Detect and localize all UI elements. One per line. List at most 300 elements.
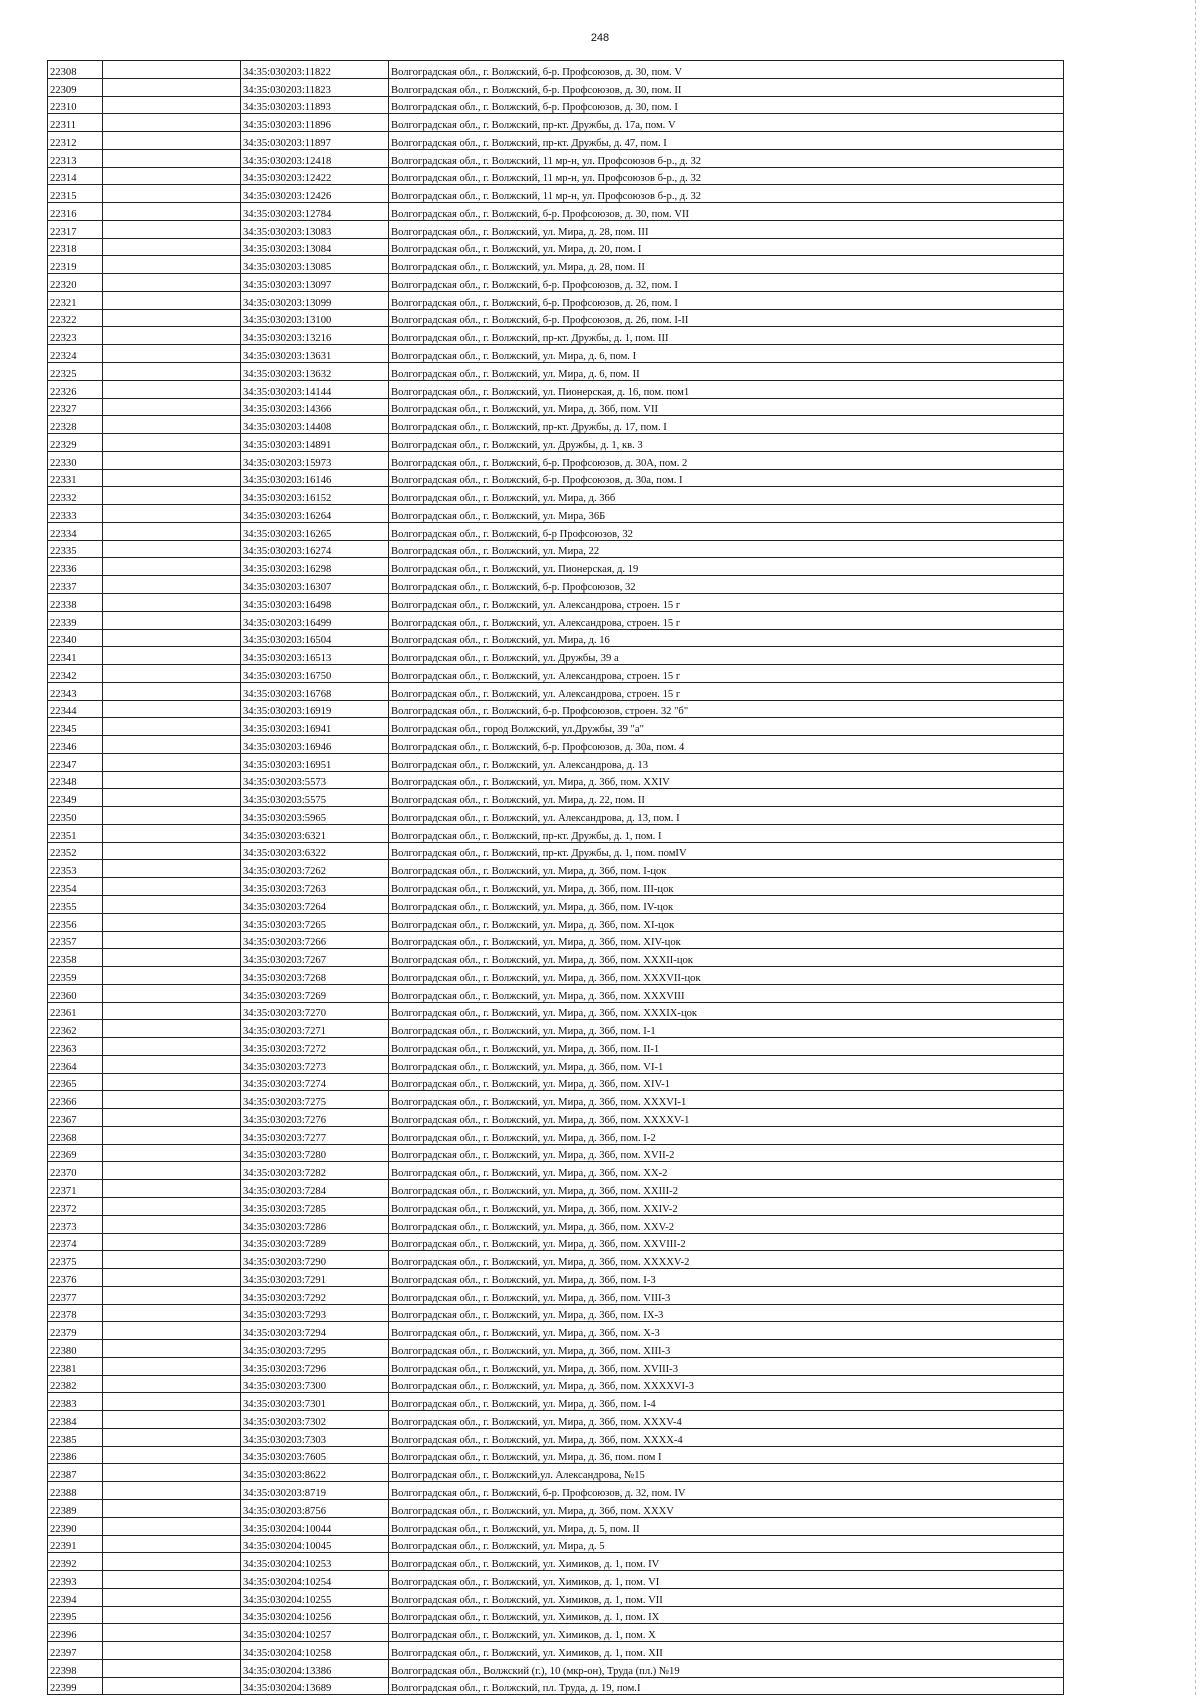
empty-cell <box>103 1677 241 1695</box>
table-row <box>48 895 1064 913</box>
address-cell: Волгоградская обл., г. Волжский, б-р. Профсоюзов, строен. 32 "б" <box>389 700 1064 718</box>
row-number-cell: 22329 <box>48 434 103 452</box>
cadastral-number-cell: 34:35:030203:16504 <box>241 629 389 647</box>
cadastral-number-cell: 34:35:030203:7302 <box>241 1411 389 1429</box>
cadastral-number-cell: 34:35:030203:7274 <box>241 1073 389 1091</box>
row-number-cell: 22314 <box>48 167 103 185</box>
empty-cell <box>103 1642 241 1660</box>
table-row <box>48 274 1064 292</box>
row-number-cell: 22325 <box>48 363 103 381</box>
cadastral-number-cell: 34:35:030203:11822 <box>241 61 389 79</box>
empty-cell <box>103 771 241 789</box>
address-cell: Волгоградская обл., г. Волжский, ул. Мира, д. 5 <box>389 1535 1064 1553</box>
address-cell: Волгоградская обл., г. Волжский, ул. Мира, д. 36б, пом. XXXXV-1 <box>389 1109 1064 1127</box>
table-row <box>48 1091 1064 1109</box>
empty-cell <box>103 1198 241 1216</box>
table-row <box>48 984 1064 1002</box>
table-row <box>48 931 1064 949</box>
table-row <box>48 78 1064 96</box>
table-row <box>48 434 1064 452</box>
table-row <box>48 1180 1064 1198</box>
address-cell: Волгоградская обл., г. Волжский, ул. Мира, д. 6, пом. II <box>389 363 1064 381</box>
address-cell: Волгоградская обл., г. Волжский, ул. Мира, д. 36б, пом. IV-цок <box>389 895 1064 913</box>
row-number-cell: 22382 <box>48 1375 103 1393</box>
table-row <box>48 700 1064 718</box>
address-cell: Волгоградская обл., г. Волжский, б-р. Профсоюзов, д. 30а, пом. I <box>389 469 1064 487</box>
empty-cell <box>103 682 241 700</box>
table-row <box>48 736 1064 754</box>
cadastral-number-cell: 34:35:030203:7264 <box>241 895 389 913</box>
address-cell: Волгоградская обл., г. Волжский, ул. Мира, д. 36б, пом. XXXII-цок <box>389 949 1064 967</box>
cadastral-number-cell: 34:35:030204:13689 <box>241 1677 389 1695</box>
cadastral-number-cell: 34:35:030203:12426 <box>241 185 389 203</box>
row-number-cell: 22312 <box>48 132 103 150</box>
table-row <box>48 682 1064 700</box>
empty-cell <box>103 132 241 150</box>
cadastral-number-cell: 34:35:030203:7268 <box>241 967 389 985</box>
empty-cell <box>103 1500 241 1518</box>
address-cell: Волгоградская обл., г. Волжский, б-р. Профсоюзов, д. 26, пом. I-II <box>389 309 1064 327</box>
address-cell: Волгоградская обл., г. Волжский, пр-кт. Дружбы, д. 47, пом. I <box>389 132 1064 150</box>
row-number-cell: 22351 <box>48 824 103 842</box>
address-cell: Волгоградская обл., г. Волжский, ул. Мира, д. 36б, пом. III-цок <box>389 878 1064 896</box>
table-row <box>48 1055 1064 1073</box>
row-number-cell: 22330 <box>48 451 103 469</box>
empty-cell <box>103 611 241 629</box>
address-cell: Волгоградская обл., г. Волжский, 11 мр-н, ул. Профсоюзов б-р., д. 32 <box>389 167 1064 185</box>
table-row <box>48 558 1064 576</box>
row-number-cell: 22347 <box>48 753 103 771</box>
empty-cell <box>103 398 241 416</box>
empty-cell <box>103 1109 241 1127</box>
row-number-cell: 22399 <box>48 1677 103 1695</box>
address-cell: Волгоградская обл., г. Волжский, ул. Мира, д. 36б, пом. XVIII-3 <box>389 1357 1064 1375</box>
table-row <box>48 1144 1064 1162</box>
row-number-cell: 22322 <box>48 309 103 327</box>
cadastral-number-cell: 34:35:030203:7293 <box>241 1304 389 1322</box>
empty-cell <box>103 380 241 398</box>
address-cell: Волгоградская обл., г. Волжский, б-р Профсоюзов, 32 <box>389 522 1064 540</box>
empty-cell <box>103 1606 241 1624</box>
empty-cell <box>103 487 241 505</box>
address-cell: Волгоградская обл., г. Волжский, пр-кт. Дружбы, д. 17а, пом. V <box>389 114 1064 132</box>
table-row <box>48 647 1064 665</box>
address-cell: Волгоградская обл., г. Волжский, ул. Александрова, строен. 15 г <box>389 593 1064 611</box>
row-number-cell: 22345 <box>48 718 103 736</box>
address-cell: Волгоградская обл., г. Волжский, б-р. Профсоюзов, д. 30а, пом. 4 <box>389 736 1064 754</box>
cadastral-number-cell: 34:35:030203:7292 <box>241 1286 389 1304</box>
table-row <box>48 824 1064 842</box>
cadastral-number-cell: 34:35:030203:14408 <box>241 416 389 434</box>
row-number-cell: 22348 <box>48 771 103 789</box>
cadastral-number-cell: 34:35:030203:13631 <box>241 345 389 363</box>
row-number-cell: 22389 <box>48 1500 103 1518</box>
row-number-cell: 22392 <box>48 1553 103 1571</box>
table-row <box>48 363 1064 381</box>
empty-cell <box>103 451 241 469</box>
address-cell: Волгоградская обл., г. Волжский, ул. Александрова, строен. 15 г <box>389 611 1064 629</box>
empty-cell <box>103 629 241 647</box>
address-cell: Волгоградская обл., г. Волжский, ул. Мира, д. 36б, пом. XXXXVI-3 <box>389 1375 1064 1393</box>
row-number-cell: 22327 <box>48 398 103 416</box>
row-number-cell: 22316 <box>48 203 103 221</box>
empty-cell <box>103 1144 241 1162</box>
row-number-cell: 22373 <box>48 1215 103 1233</box>
address-cell: Волгоградская обл., г. Волжский, ул. Мира, д. 36б, пом. XIV-1 <box>389 1073 1064 1091</box>
table-row <box>48 1357 1064 1375</box>
cadastral-number-cell: 34:35:030203:16768 <box>241 682 389 700</box>
cadastral-number-cell: 34:35:030203:7303 <box>241 1428 389 1446</box>
address-cell: Волгоградская обл., г. Волжский, ул. Дружбы, д. 1, кв. 3 <box>389 434 1064 452</box>
table-row <box>48 1659 1064 1677</box>
address-cell: Волгоградская обл., г. Волжский, ул. Химиков, д. 1, пом. IX <box>389 1606 1064 1624</box>
cadastral-number-cell: 34:35:030203:16274 <box>241 540 389 558</box>
table-row <box>48 522 1064 540</box>
table-row <box>48 807 1064 825</box>
table-row <box>48 1340 1064 1358</box>
address-cell: Волгоградская обл., г. Волжский, ул. Мира, д. 28, пом. III <box>389 220 1064 238</box>
empty-cell <box>103 505 241 523</box>
cadastral-number-cell: 34:35:030203:7295 <box>241 1340 389 1358</box>
address-cell: Волгоградская обл., г. Волжский, ул. Мира, д. 36б, пом. I-цок <box>389 860 1064 878</box>
cadastral-number-cell: 34:35:030203:7289 <box>241 1233 389 1251</box>
address-cell: Волгоградская обл., г. Волжский, б-р. Профсоюзов, 32 <box>389 576 1064 594</box>
row-number-cell: 22371 <box>48 1180 103 1198</box>
table-row <box>48 967 1064 985</box>
address-cell: Волгоградская обл., г. Волжский, ул. Мира, д. 36б, пом. VII <box>389 398 1064 416</box>
row-number-cell: 22397 <box>48 1642 103 1660</box>
row-number-cell: 22381 <box>48 1357 103 1375</box>
empty-cell <box>103 1286 241 1304</box>
table-row <box>48 380 1064 398</box>
cadastral-number-cell: 34:35:030203:14366 <box>241 398 389 416</box>
cadastral-number-cell: 34:35:030203:7263 <box>241 878 389 896</box>
empty-cell <box>103 878 241 896</box>
table-row <box>48 1411 1064 1429</box>
cadastral-number-cell: 34:35:030203:16152 <box>241 487 389 505</box>
empty-cell <box>103 61 241 79</box>
row-number-cell: 22346 <box>48 736 103 754</box>
cadastral-number-cell: 34:35:030203:5965 <box>241 807 389 825</box>
empty-cell <box>103 1446 241 1464</box>
address-cell: Волгоградская обл., г. Волжский, ул. Мира, д. 36б, пом. XXXIX-цок <box>389 1002 1064 1020</box>
cadastral-number-cell: 34:35:030204:10258 <box>241 1642 389 1660</box>
empty-cell <box>103 469 241 487</box>
row-number-cell: 22366 <box>48 1091 103 1109</box>
empty-cell <box>103 1482 241 1500</box>
address-cell: Волгоградская обл., г. Волжский, ул. Александрова, строен. 15 г <box>389 682 1064 700</box>
table-row <box>48 1286 1064 1304</box>
address-cell: Волгоградская обл., г. Волжский, ул. Мира, 22 <box>389 540 1064 558</box>
table-row <box>48 398 1064 416</box>
table-row <box>48 203 1064 221</box>
cadastral-number-cell: 34:35:030203:13100 <box>241 309 389 327</box>
scan-edge-line <box>1195 0 1196 1697</box>
empty-cell <box>103 1269 241 1287</box>
cadastral-number-cell: 34:35:030203:12422 <box>241 167 389 185</box>
row-number-cell: 22318 <box>48 238 103 256</box>
empty-cell <box>103 1624 241 1642</box>
row-number-cell: 22368 <box>48 1126 103 1144</box>
empty-cell <box>103 895 241 913</box>
row-number-cell: 22344 <box>48 700 103 718</box>
address-cell: Волгоградская обл., г. Волжский, ул. Мира, д. 36б, пом. XXIII-2 <box>389 1180 1064 1198</box>
row-number-cell: 22377 <box>48 1286 103 1304</box>
table-row <box>48 1233 1064 1251</box>
cadastral-number-cell: 34:35:030203:16298 <box>241 558 389 576</box>
row-number-cell: 22365 <box>48 1073 103 1091</box>
table-row <box>48 1304 1064 1322</box>
empty-cell <box>103 345 241 363</box>
empty-cell <box>103 1020 241 1038</box>
table-row <box>48 1535 1064 1553</box>
cadastral-number-cell: 34:35:030204:10256 <box>241 1606 389 1624</box>
empty-cell <box>103 824 241 842</box>
cadastral-number-cell: 34:35:030203:16941 <box>241 718 389 736</box>
empty-cell <box>103 1375 241 1393</box>
row-number-cell: 22334 <box>48 522 103 540</box>
row-number-cell: 22363 <box>48 1038 103 1056</box>
cadastral-number-cell: 34:35:030203:7267 <box>241 949 389 967</box>
cadastral-number-cell: 34:35:030203:7273 <box>241 1055 389 1073</box>
cadastral-number-cell: 34:35:030203:6322 <box>241 842 389 860</box>
table-row <box>48 291 1064 309</box>
table-row <box>48 1553 1064 1571</box>
row-number-cell: 22343 <box>48 682 103 700</box>
table-row <box>48 1020 1064 1038</box>
cadastral-number-cell: 34:35:030203:13084 <box>241 238 389 256</box>
cadastral-number-cell: 34:35:030203:7285 <box>241 1198 389 1216</box>
empty-cell <box>103 1411 241 1429</box>
empty-cell <box>103 1428 241 1446</box>
row-number-cell: 22315 <box>48 185 103 203</box>
cadastral-number-cell: 34:35:030203:13097 <box>241 274 389 292</box>
row-number-cell: 22385 <box>48 1428 103 1446</box>
address-cell: Волгоградская обл., г. Волжский, б-р. Профсоюзов, д. 30, пом. VII <box>389 203 1064 221</box>
empty-cell <box>103 718 241 736</box>
cadastral-number-cell: 34:35:030203:7280 <box>241 1144 389 1162</box>
address-cell: Волгоградская обл., г. Волжский, ул. Химиков, д. 1, пом. XII <box>389 1642 1064 1660</box>
cadastral-number-cell: 34:35:030203:7269 <box>241 984 389 1002</box>
address-cell: Волгоградская обл., г. Волжский, ул. Мира, д. 36б, пом. XXIV-2 <box>389 1198 1064 1216</box>
table-row <box>48 61 1064 79</box>
row-number-cell: 22369 <box>48 1144 103 1162</box>
address-cell: Волгоградская обл., г. Волжский, б-р. Профсоюзов, д. 32, пом. I <box>389 274 1064 292</box>
table-row <box>48 1642 1064 1660</box>
row-number-cell: 22387 <box>48 1464 103 1482</box>
empty-cell <box>103 753 241 771</box>
empty-cell <box>103 96 241 114</box>
row-number-cell: 22370 <box>48 1162 103 1180</box>
cadastral-number-cell: 34:35:030203:7262 <box>241 860 389 878</box>
address-cell: Волгоградская обл., г. Волжский, пр-кт. Дружбы, д. 17, пом. I <box>389 416 1064 434</box>
empty-cell <box>103 1322 241 1340</box>
table-row <box>48 1588 1064 1606</box>
table-row <box>48 1464 1064 1482</box>
empty-cell <box>103 1162 241 1180</box>
address-cell: Волгоградская обл., г. Волжский, ул. Мира, д. 28, пом. II <box>389 256 1064 274</box>
cadastral-number-cell: 34:35:030204:10254 <box>241 1571 389 1589</box>
row-number-cell: 22328 <box>48 416 103 434</box>
table-row <box>48 132 1064 150</box>
empty-cell <box>103 593 241 611</box>
cadastral-number-cell: 34:35:030203:16498 <box>241 593 389 611</box>
address-cell: Волгоградская обл., Волжский (г.), 10 (мкр-он), Труда (пл.) №19 <box>389 1659 1064 1677</box>
row-number-cell: 22339 <box>48 611 103 629</box>
empty-cell <box>103 149 241 167</box>
table-row <box>48 842 1064 860</box>
cadastral-number-cell: 34:35:030203:7270 <box>241 1002 389 1020</box>
cadastral-number-cell: 34:35:030203:7277 <box>241 1126 389 1144</box>
address-cell: Волгоградская обл., г. Волжский, ул. Мира, д. 36б, пом. VI-1 <box>389 1055 1064 1073</box>
row-number-cell: 22376 <box>48 1269 103 1287</box>
row-number-cell: 22390 <box>48 1517 103 1535</box>
empty-cell <box>103 540 241 558</box>
row-number-cell: 22388 <box>48 1482 103 1500</box>
address-cell: Волгоградская обл., г. Волжский, ул. Мира, д. 36б, пом. II-1 <box>389 1038 1064 1056</box>
cadastral-number-cell: 34:35:030203:13085 <box>241 256 389 274</box>
address-cell: Волгоградская обл., г. Волжский,ул. Александрова, №15 <box>389 1464 1064 1482</box>
cadastral-number-cell: 34:35:030203:16951 <box>241 753 389 771</box>
empty-cell <box>103 984 241 1002</box>
empty-cell <box>103 807 241 825</box>
cadastral-number-cell: 34:35:030203:7271 <box>241 1020 389 1038</box>
empty-cell <box>103 1233 241 1251</box>
table-row <box>48 505 1064 523</box>
table-row <box>48 860 1064 878</box>
empty-cell <box>103 256 241 274</box>
empty-cell <box>103 185 241 203</box>
table-row <box>48 1251 1064 1269</box>
row-number-cell: 22359 <box>48 967 103 985</box>
address-cell: Волгоградская обл., г. Волжский, ул. Александрова, строен. 15 г <box>389 665 1064 683</box>
cadastral-number-cell: 34:35:030204:10044 <box>241 1517 389 1535</box>
cadastral-number-cell: 34:35:030203:16946 <box>241 736 389 754</box>
cadastral-number-cell: 34:35:030203:7284 <box>241 1180 389 1198</box>
address-cell: Волгоградская обл., г. Волжский, ул. Мира, д. 36б, пом. XXV-2 <box>389 1215 1064 1233</box>
address-cell: Волгоградская обл., г. Волжский, б-р. Профсоюзов, д. 26, пом. I <box>389 291 1064 309</box>
row-number-cell: 22383 <box>48 1393 103 1411</box>
row-number-cell: 22340 <box>48 629 103 647</box>
table-row <box>48 416 1064 434</box>
empty-cell <box>103 220 241 238</box>
row-number-cell: 22372 <box>48 1198 103 1216</box>
row-number-cell: 22308 <box>48 61 103 79</box>
table-row <box>48 1002 1064 1020</box>
address-cell: Волгоградская обл., г. Волжский, ул. Мира, д. 22, пом. II <box>389 789 1064 807</box>
empty-cell <box>103 274 241 292</box>
cadastral-number-cell: 34:35:030204:10255 <box>241 1588 389 1606</box>
row-number-cell: 22394 <box>48 1588 103 1606</box>
cadastral-number-cell: 34:35:030203:11823 <box>241 78 389 96</box>
table-row <box>48 753 1064 771</box>
cadastral-number-cell: 34:35:030203:16307 <box>241 576 389 594</box>
address-cell: Волгоградская обл., город Волжский, ул.Дружбы, 39 "а" <box>389 718 1064 736</box>
cadastral-number-cell: 34:35:030203:7605 <box>241 1446 389 1464</box>
table-row <box>48 1428 1064 1446</box>
table-row <box>48 327 1064 345</box>
empty-cell <box>103 558 241 576</box>
row-number-cell: 22358 <box>48 949 103 967</box>
empty-cell <box>103 78 241 96</box>
cadastral-number-cell: 34:35:030203:7291 <box>241 1269 389 1287</box>
table-row <box>48 96 1064 114</box>
cadastral-number-cell: 34:35:030203:16919 <box>241 700 389 718</box>
row-number-cell: 22311 <box>48 114 103 132</box>
table-row <box>48 451 1064 469</box>
address-cell: Волгоградская обл., г. Волжский, 11 мр-н, ул. Профсоюзов б-р., д. 32 <box>389 149 1064 167</box>
address-cell: Волгоградская обл., г. Волжский, ул. Мира, д. 36б, пом. X-3 <box>389 1322 1064 1340</box>
row-number-cell: 22384 <box>48 1411 103 1429</box>
table-row <box>48 114 1064 132</box>
cadastral-number-cell: 34:35:030203:5575 <box>241 789 389 807</box>
address-cell: Волгоградская обл., г. Волжский, ул. Пионерская, д. 19 <box>389 558 1064 576</box>
cadastral-number-cell: 34:35:030203:7294 <box>241 1322 389 1340</box>
cadastral-number-cell: 34:35:030203:7300 <box>241 1375 389 1393</box>
address-cell: Волгоградская обл., г. Волжский, б-р. Профсоюзов, д. 30, пом. I <box>389 96 1064 114</box>
row-number-cell: 22354 <box>48 878 103 896</box>
table-row <box>48 1269 1064 1287</box>
table-row <box>48 1606 1064 1624</box>
row-number-cell: 22349 <box>48 789 103 807</box>
cadastral-number-cell: 34:35:030203:7266 <box>241 931 389 949</box>
address-cell: Волгоградская обл., г. Волжский, б-р. Профсоюзов, д. 30А, пом. 2 <box>389 451 1064 469</box>
row-number-cell: 22362 <box>48 1020 103 1038</box>
row-number-cell: 22395 <box>48 1606 103 1624</box>
table-row <box>48 469 1064 487</box>
address-cell: Волгоградская обл., г. Волжский, ул. Мира, д. 36б, пом. XIII-3 <box>389 1340 1064 1358</box>
row-number-cell: 22310 <box>48 96 103 114</box>
address-cell: Волгоградская обл., г. Волжский, б-р. Профсоюзов, д. 30, пом. V <box>389 61 1064 79</box>
row-number-cell: 22333 <box>48 505 103 523</box>
row-number-cell: 22335 <box>48 540 103 558</box>
empty-cell <box>103 700 241 718</box>
empty-cell <box>103 114 241 132</box>
cadastral-number-cell: 34:35:030203:11897 <box>241 132 389 150</box>
table-row <box>48 1482 1064 1500</box>
address-cell: Волгоградская обл., г. Волжский, ул. Мира, д. 5, пом. II <box>389 1517 1064 1535</box>
table-row <box>48 718 1064 736</box>
empty-cell <box>103 913 241 931</box>
empty-cell <box>103 1553 241 1571</box>
cadastral-number-cell: 34:35:030203:16146 <box>241 469 389 487</box>
cadastral-number-cell: 34:35:030203:7296 <box>241 1357 389 1375</box>
empty-cell <box>103 363 241 381</box>
address-cell: Волгоградская обл., г. Волжский, пр-кт. Дружбы, д. 1, пом. I <box>389 824 1064 842</box>
row-number-cell: 22319 <box>48 256 103 274</box>
table-row <box>48 309 1064 327</box>
address-cell: Волгоградская обл., г. Волжский, ул. Мира, д. 36б, пом. XXXVII-цок <box>389 967 1064 985</box>
row-number-cell: 22342 <box>48 665 103 683</box>
empty-cell <box>103 309 241 327</box>
address-cell: Волгоградская обл., г. Волжский, ул. Мира, д. 36б, пом. XXXXV-2 <box>389 1251 1064 1269</box>
row-number-cell: 22324 <box>48 345 103 363</box>
empty-cell <box>103 931 241 949</box>
cadastral-number-cell: 34:35:030203:14891 <box>241 434 389 452</box>
row-number-cell: 22350 <box>48 807 103 825</box>
cadastral-number-cell: 34:35:030203:7282 <box>241 1162 389 1180</box>
table-row <box>48 1446 1064 1464</box>
row-number-cell: 22317 <box>48 220 103 238</box>
empty-cell <box>103 1571 241 1589</box>
row-number-cell: 22398 <box>48 1659 103 1677</box>
address-cell: Волгоградская обл., г. Волжский, пр-кт. Дружбы, д. 1, пом. помIV <box>389 842 1064 860</box>
cadastral-number-cell: 34:35:030203:11896 <box>241 114 389 132</box>
empty-cell <box>103 1073 241 1091</box>
cadastral-number-cell: 34:35:030204:13386 <box>241 1659 389 1677</box>
table-row <box>48 789 1064 807</box>
empty-cell <box>103 1002 241 1020</box>
